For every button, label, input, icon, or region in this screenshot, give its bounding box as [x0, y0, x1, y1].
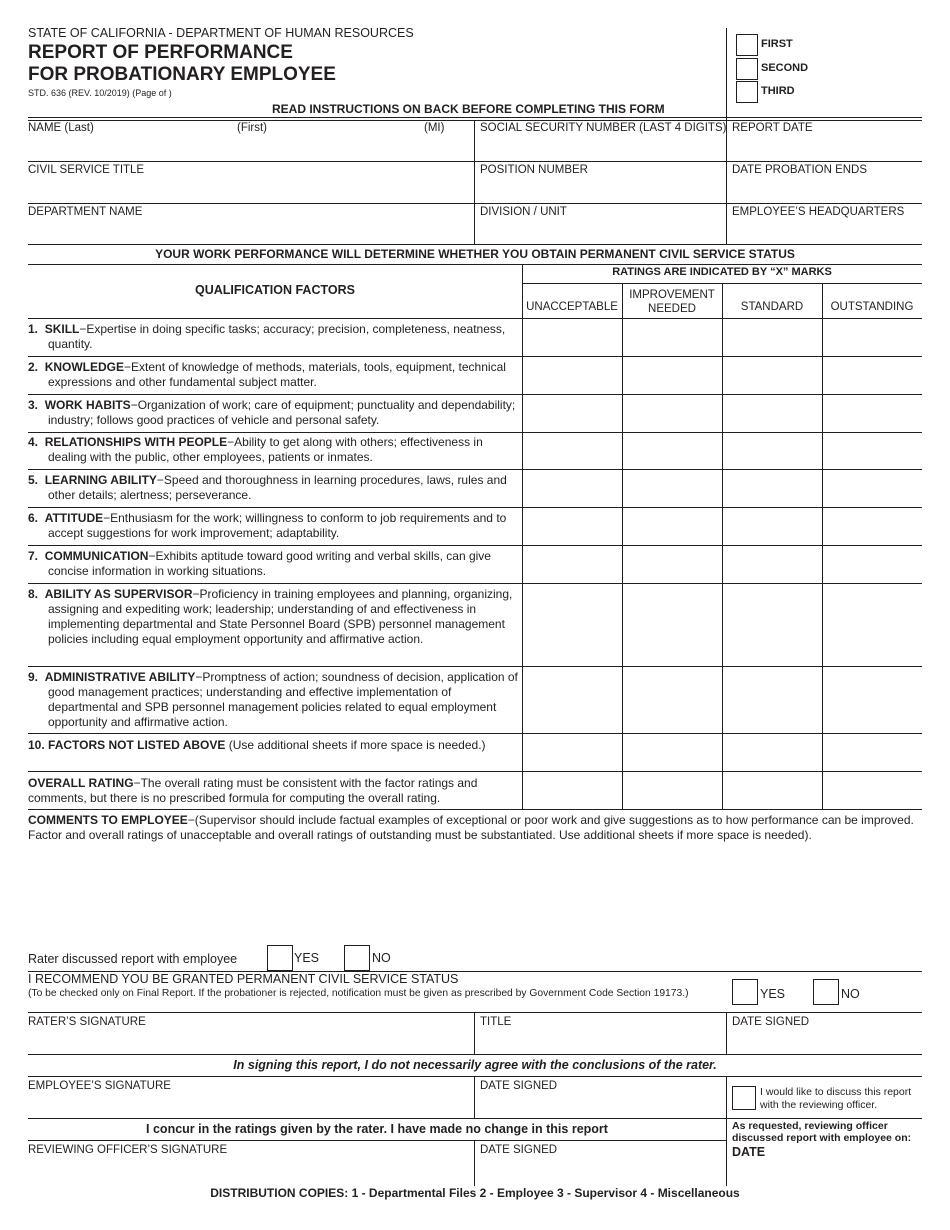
concur-statement: I concur in the ratings given by the rater. I have made no change in this report: [146, 1122, 608, 1136]
qualification-factors-heading: QUALIFICATION FACTORS: [195, 283, 355, 297]
name-mi-label: (MI): [424, 122, 445, 134]
headquarters-field[interactable]: EMPLOYEE’S HEADQUARTERS: [732, 206, 905, 218]
overall-rating: OVERALL RATING−The overall rating must be consistent with the factor ratings and comments, but there is no prescribed formula for computing the overall rating.: [28, 776, 478, 805]
factor-not-listed: 10. FACTORS NOT LISTED ABOVE (Use additional sheets if more space is needed.): [28, 738, 486, 752]
reviewing-date-signed-field[interactable]: DATE SIGNED: [480, 1144, 558, 1156]
name-first-label: (First): [237, 122, 268, 134]
factor-administrative-ability: 9. ADMINISTRATIVE ABILITY−Promptness of action; soundness of decision, application of good management practices; understanding and effective implementation of departmental and SPB personnel management policies related to equal employment opportunity and affirmative action.: [28, 670, 518, 729]
second-report-checkbox[interactable]: [736, 58, 758, 80]
name-last-field[interactable]: NAME (Last): [28, 122, 94, 134]
ratings-indicated-note: RATINGS ARE INDICATED BY “X” MARKS: [612, 266, 832, 278]
recommend-note: (To be checked only on Final Report. If the probationer is rejected, notification must be given as prescribed by Government Code Section 19173.): [28, 988, 689, 999]
col-outstanding: OUTSTANDING: [830, 301, 914, 313]
signing-disclaimer: In signing this report, I do not necessarily agree with the conclusions of the rater.: [233, 1058, 717, 1072]
discussion-date-field[interactable]: DATE: [732, 1145, 766, 1159]
probation-ends-field[interactable]: DATE PROBATION ENDS: [732, 164, 868, 176]
department-name-field[interactable]: DEPARTMENT NAME: [28, 206, 143, 218]
as-requested-note: As requested, reviewing officer discussed report with employee on:: [732, 1120, 912, 1144]
col-unacceptable: UNACCEPTABLE: [526, 301, 618, 313]
factor-ability-as-supervisor: 8. ABILITY AS SUPERVISOR−Proficiency in training employees and planning, organizing, assigning and expediting work; leadership; understanding of and effectiveness in implementing departmental and State Personnel Board (SPB) personnel management policies including equal employment opportunity and affirmative action.: [28, 587, 513, 646]
agency-name: STATE OF CALIFORNIA - DEPARTMENT OF HUMAN RESOURCES: [28, 26, 414, 40]
report-date-field[interactable]: REPORT DATE: [732, 122, 813, 134]
recommend-no-checkbox[interactable]: [813, 979, 839, 1005]
col-improvement-needed: IMPROVEMENT NEEDED: [629, 289, 715, 315]
form-number: STD. 636 (REV. 10/2019) (Page of ): [28, 88, 172, 98]
rater-title-field[interactable]: TITLE: [480, 1016, 512, 1028]
status-banner: YOUR WORK PERFORMANCE WILL DETERMINE WHETHER YOU OBTAIN PERMANENT CIVIL SERVICE STATUS: [155, 247, 795, 261]
ssn-field[interactable]: SOCIAL SECURITY NUMBER (LAST 4 DIGITS): [480, 122, 727, 134]
rater-date-signed-field[interactable]: DATE SIGNED: [732, 1016, 810, 1028]
recommend-no-label: NO: [841, 987, 860, 1001]
comments-to-employee[interactable]: COMMENTS TO EMPLOYEE−(Supervisor should include factual examples of exceptional or poor work and give suggestions as to how performance can be improved. Factor and overall ratings of unacceptable and overall ratings of outstanding must be substantiated. Use additional sheets if more space is needed).: [28, 813, 914, 842]
factor-learning-ability: 5. LEARNING ABILITY−Speed and thoroughness in learning procedures, laws, rules and other details; alertness; perseverance.: [28, 473, 507, 502]
rater-signature-field[interactable]: RATER’S SIGNATURE: [28, 1016, 146, 1028]
discussed-no-label: NO: [372, 951, 391, 965]
recommend-yes-checkbox[interactable]: [732, 979, 758, 1005]
factor-communication: 7. COMMUNICATION−Exhibits aptitude toward good writing and verbal skills, can give concise information in working situations.: [28, 549, 491, 578]
position-number-field[interactable]: POSITION NUMBER: [480, 164, 588, 176]
employee-date-signed-field[interactable]: DATE SIGNED: [480, 1080, 558, 1092]
form-title-line1: REPORT OF PERFORMANCE: [28, 42, 293, 63]
discussed-yes-checkbox[interactable]: [267, 945, 293, 971]
col-standard: STANDARD: [740, 301, 804, 313]
discuss-reviewing-checkbox[interactable]: [732, 1086, 756, 1110]
form-title-line2: FOR PROBATIONARY EMPLOYEE: [28, 64, 336, 85]
distribution-copies: DISTRIBUTION COPIES: 1 - Departmental Files 2 - Employee 3 - Supervisor 4 - Miscellaneous: [210, 1186, 740, 1200]
employee-signature-field[interactable]: EMPLOYEE’S SIGNATURE: [28, 1080, 171, 1092]
recommend-status-label: I RECOMMEND YOU BE GRANTED PERMANENT CIVIL SERVICE STATUS: [28, 972, 459, 986]
division-unit-field[interactable]: DIVISION / UNIT: [480, 206, 567, 218]
rater-discussed-label: Rater discussed report with employee: [28, 952, 238, 966]
factor-work-habits: 3. WORK HABITS−Organization of work; care of equipment; punctuality and dependability; industry; follows good practices of vehicle and personal safety.: [28, 398, 516, 427]
factor-relationships: 4. RELATIONSHIPS WITH PEOPLE−Ability to get along with others; effectiveness in dealing with the public, other employees, patients or inmates.: [28, 435, 483, 464]
factor-knowledge: 2. KNOWLEDGE−Extent of knowledge of methods, materials, tools, equipment, technical expressions and other fundamental subject matter.: [28, 360, 506, 389]
second-report-label: SECOND: [761, 62, 809, 74]
first-report-label: FIRST: [761, 38, 793, 50]
third-report-checkbox[interactable]: [736, 81, 758, 103]
recommend-yes-label: YES: [760, 987, 786, 1001]
reviewing-officer-signature-field[interactable]: REVIEWING OFFICER’S SIGNATURE: [28, 1144, 228, 1156]
third-report-label: THIRD: [761, 85, 795, 97]
instructions-note: READ INSTRUCTIONS ON BACK BEFORE COMPLETING THIS FORM: [272, 102, 665, 116]
first-report-checkbox[interactable]: [736, 34, 758, 56]
factor-attitude: 6. ATTITUDE−Enthusiasm for the work; willingness to conform to job requirements and to accept suggestions for work improvement; adaptability.: [28, 511, 507, 540]
discussed-yes-label: YES: [294, 951, 320, 965]
discussed-no-checkbox[interactable]: [344, 945, 370, 971]
civil-service-title-field[interactable]: CIVIL SERVICE TITLE: [28, 164, 145, 176]
factor-skill: 1. SKILL−Expertise in doing specific tasks; accuracy; precision, completeness, neatness, quantity.: [28, 322, 506, 351]
discuss-reviewing-label: I would like to discuss this report with the reviewing officer.: [760, 1086, 912, 1111]
